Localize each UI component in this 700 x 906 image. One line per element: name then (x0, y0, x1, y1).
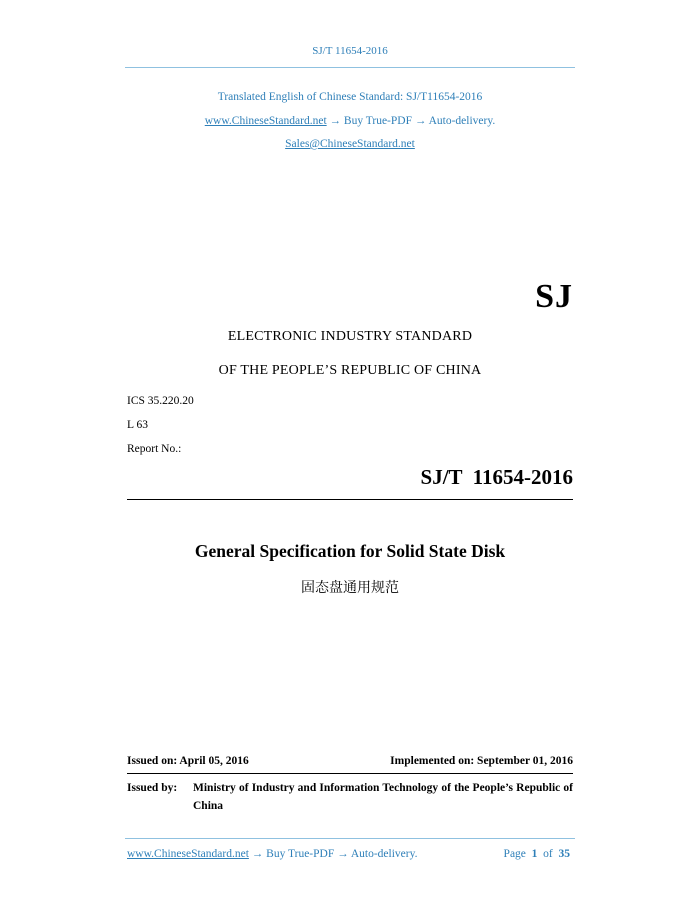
ics-code: ICS 35.220.20 (127, 395, 194, 407)
issued-by-label: Issued by: (127, 782, 178, 794)
email-line (0, 138, 700, 150)
class-code: L 63 (127, 419, 148, 431)
sj-mark: SJ (535, 278, 573, 315)
issued-by-value: Ministry of Industry and Information Technology of the People’s Republic of China (193, 782, 573, 812)
document-title: General Specification for Solid State Disk (194, 541, 506, 561)
issued-by (127, 779, 573, 815)
page-current: 1 (531, 848, 538, 860)
footer-purchase-text: → Buy True-PDF → Auto-delivery. (248, 848, 418, 860)
page-of: of (543, 848, 553, 860)
issued-on: Issued on: April 05, 2016 (127, 755, 249, 767)
page-label: Page (503, 848, 526, 860)
document-title-chinese: 固态盘通用规范 (301, 580, 399, 596)
implemented-on: Implemented on: September 01, 2016 (390, 755, 573, 767)
dates-row (127, 755, 573, 767)
email-link[interactable]: Sales@ChineseStandard.net (285, 138, 415, 150)
footer-purchase-line (127, 848, 417, 860)
report-number: Report No.: (127, 443, 182, 455)
purchase-text: → Buy True-PDF → Auto-delivery. (326, 115, 496, 127)
footer-divider (125, 838, 575, 839)
standard-number-rule (127, 499, 573, 500)
standard-line-1: ELECTRONIC INDUSTRY STANDARD (227, 329, 473, 344)
dates-rule (127, 773, 573, 774)
footer-site-link[interactable]: www.ChineseStandard.net (127, 848, 249, 860)
page-indicator (504, 848, 570, 860)
translation-notice: Translated English of Chinese Standard: SJ/T11654-2016 (217, 91, 483, 103)
standard-number: SJ/T 11654-2016 (420, 465, 573, 489)
standard-line-2: OF THE PEOPLE’S REPUBLIC OF CHINA (218, 363, 482, 378)
purchase-line (0, 115, 700, 127)
header-divider (125, 67, 575, 68)
header-standard-code: SJ/T 11654-2016 (312, 45, 388, 57)
site-link[interactable]: www.ChineseStandard.net (204, 115, 327, 127)
page-total: 35 (558, 848, 570, 860)
